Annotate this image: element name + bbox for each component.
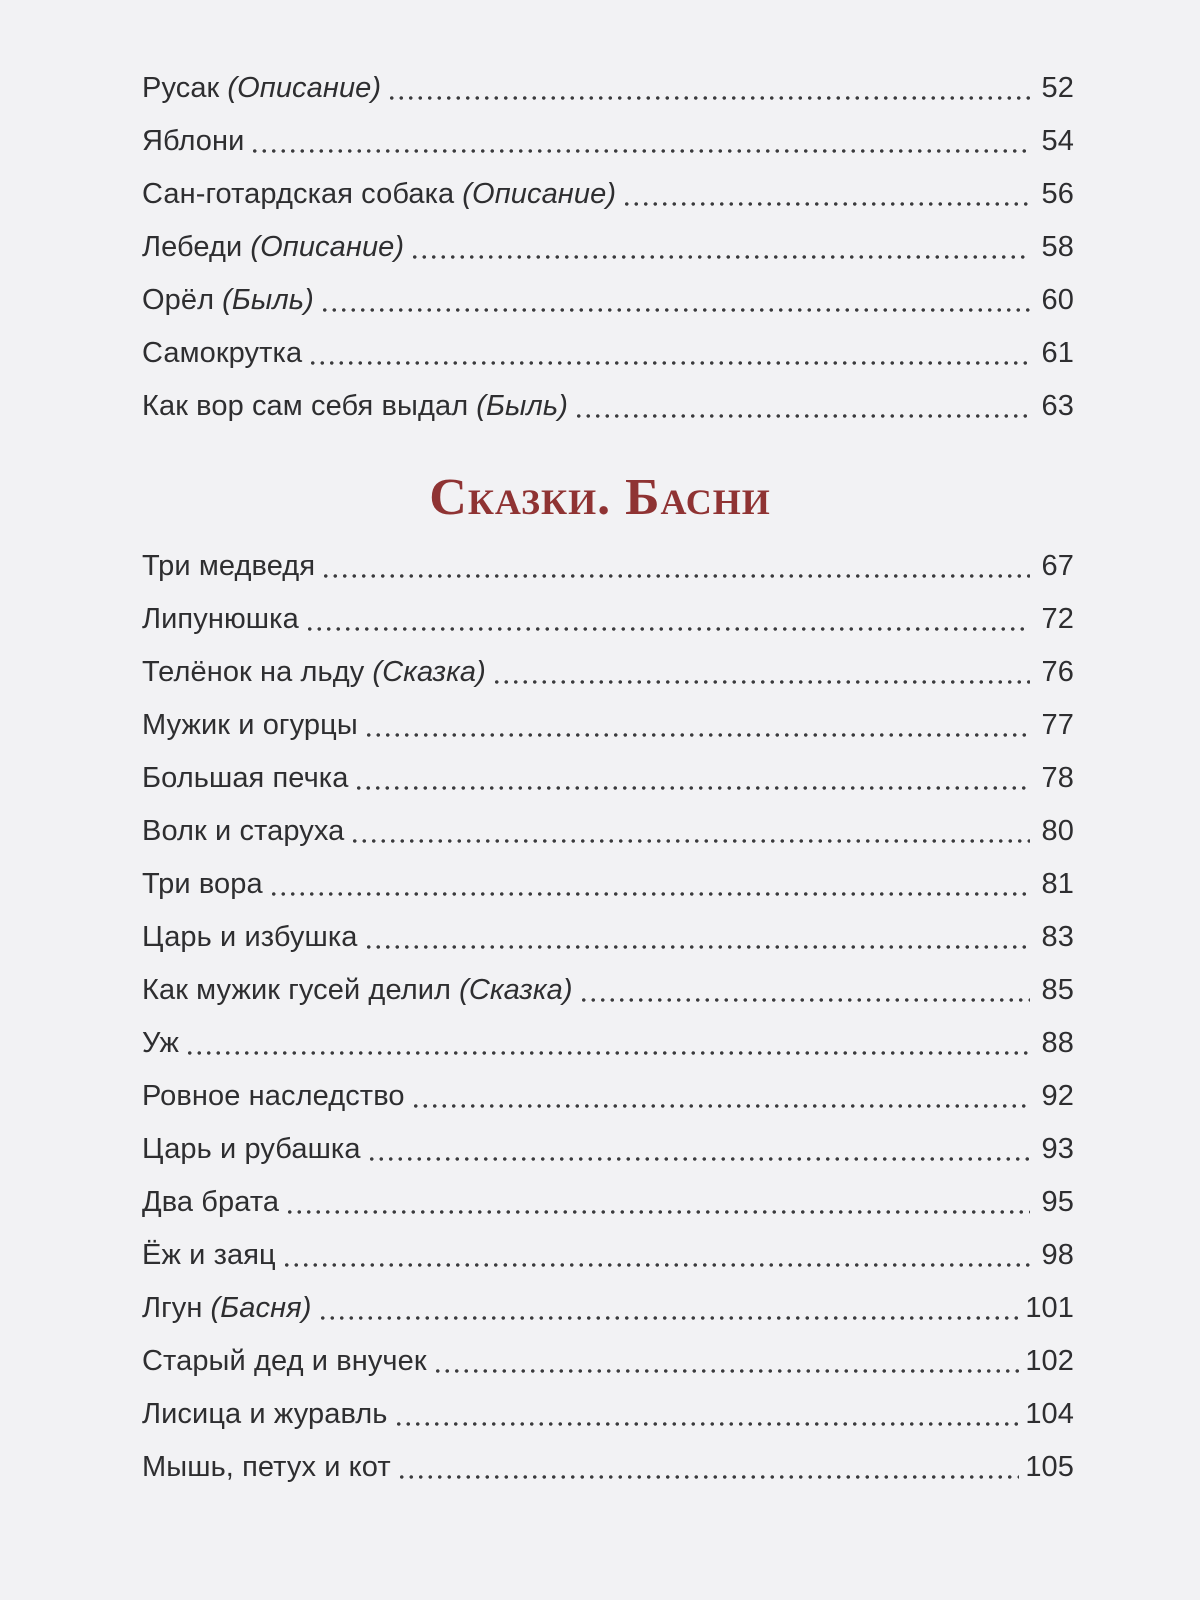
toc-entry-title: Самокрутка — [142, 337, 303, 369]
toc-entry-title: Царь и избушка — [142, 921, 358, 953]
toc-leader-dots — [320, 308, 1030, 312]
toc-entry-title: Три вора — [142, 868, 263, 900]
toc-entry-title: Липунюшка — [142, 603, 299, 635]
toc-entry[interactable] — [142, 168, 1074, 221]
toc-entry-title: Ровное наследство — [142, 1080, 405, 1112]
toc-leader-dots — [574, 414, 1030, 418]
toc-entry-title: Старый дед и внучек — [142, 1345, 427, 1377]
toc-leader-dots — [394, 1422, 1020, 1426]
toc-entry-page-number: 67 — [1041, 550, 1074, 582]
toc-entry-title: Телёнок на льду — [142, 656, 365, 688]
toc-entry[interactable] — [142, 593, 1074, 646]
toc-entry-title: Лебеди — [142, 231, 243, 263]
toc-entry[interactable] — [142, 1282, 1074, 1335]
toc-entry-page-number: 83 — [1041, 921, 1074, 953]
toc-entry-page-number: 58 — [1041, 231, 1074, 263]
toc-entry-title: Царь и рубашка — [142, 1133, 361, 1165]
toc-entry-page-number: 102 — [1025, 1345, 1074, 1377]
toc-entry-title: Ёж и заяц — [142, 1239, 276, 1271]
toc-leader-dots — [411, 1104, 1030, 1108]
toc-entry[interactable] — [142, 1388, 1074, 1441]
toc-entry-page-number: 78 — [1041, 762, 1074, 794]
toc-leader-dots — [364, 733, 1030, 737]
toc-entry-note: ( Быль ) — [222, 284, 314, 317]
toc-entry-note: ( Сказка ) — [459, 974, 573, 1007]
toc-entry-page-number: 104 — [1025, 1398, 1074, 1430]
toc-leader-dots — [269, 892, 1030, 896]
toc-entry[interactable] — [142, 858, 1074, 911]
toc-entry-page-number: 88 — [1041, 1027, 1074, 1059]
toc-entry-page-number: 60 — [1041, 284, 1074, 316]
toc-entry-title: Как мужик гусей делил — [142, 974, 452, 1006]
toc-entry-page-number: 105 — [1025, 1451, 1074, 1483]
toc-entry-page-number: 93 — [1041, 1133, 1074, 1165]
toc-leader-dots — [579, 998, 1030, 1002]
toc-entry-page-number: 54 — [1041, 125, 1074, 157]
toc-list-stories — [142, 62, 1074, 433]
toc-entry-title: Волк и старуха — [142, 815, 345, 847]
toc-entry[interactable] — [142, 1176, 1074, 1229]
toc-entry-page-number: 92 — [1041, 1080, 1074, 1112]
toc-leader-dots — [433, 1369, 1020, 1373]
toc-entry[interactable] — [142, 274, 1074, 327]
toc-entry-title: Русак — [142, 72, 220, 104]
toc-entry[interactable] — [142, 805, 1074, 858]
toc-entry-page-number: 56 — [1041, 178, 1074, 210]
toc-leader-dots — [350, 839, 1030, 843]
toc-entry[interactable] — [142, 699, 1074, 752]
toc-entry-note: ( Сказка ) — [372, 656, 486, 689]
toc-entry-note: ( Басня ) — [211, 1292, 312, 1325]
toc-entry[interactable] — [142, 221, 1074, 274]
toc-entry-title: Мышь, петух и кот — [142, 1451, 391, 1483]
toc-leader-dots — [250, 149, 1030, 153]
toc-entry[interactable] — [142, 1335, 1074, 1388]
toc-entry-page-number: 95 — [1041, 1186, 1074, 1218]
toc-entry-page-number: 98 — [1041, 1239, 1074, 1271]
toc-leader-dots — [305, 627, 1030, 631]
toc-leader-dots — [367, 1157, 1030, 1161]
toc-entry[interactable] — [142, 964, 1074, 1017]
toc-entry-title: Мужик и огурцы — [142, 709, 358, 741]
toc-entry-title: Три медведя — [142, 550, 316, 582]
toc-leader-dots — [282, 1263, 1030, 1267]
toc-entry[interactable] — [142, 1229, 1074, 1282]
toc-leader-dots — [285, 1210, 1030, 1214]
toc-entry-page-number: 81 — [1041, 868, 1074, 900]
toc-entry-title: Два брата — [142, 1186, 280, 1218]
toc-leader-dots — [622, 202, 1030, 206]
toc-entry-title: Как вор сам себя выдал — [142, 390, 469, 422]
toc-list-tales-fables — [142, 540, 1074, 1494]
toc-entry-page-number: 80 — [1041, 815, 1074, 847]
toc-leader-dots — [308, 361, 1030, 365]
toc-entry-title: Большая печка — [142, 762, 349, 794]
toc-leader-dots — [397, 1475, 1020, 1479]
toc-leader-dots — [321, 574, 1030, 578]
toc-entry[interactable] — [142, 1017, 1074, 1070]
toc-leader-dots — [387, 96, 1030, 100]
section-heading: Сказки. Басни — [429, 469, 771, 526]
toc-entry-title: Орёл — [142, 284, 215, 316]
toc-leader-dots — [410, 255, 1030, 259]
toc-entry-page-number: 63 — [1041, 390, 1074, 422]
toc-entry[interactable] — [142, 327, 1074, 380]
toc-entry-page-number: 101 — [1025, 1292, 1074, 1324]
toc-entry[interactable] — [142, 540, 1074, 593]
toc-entry[interactable] — [142, 62, 1074, 115]
toc-leader-dots — [364, 945, 1030, 949]
toc-leader-dots — [492, 680, 1030, 684]
toc-entry-title: Яблони — [142, 125, 245, 157]
toc-entry-note: ( Быль ) — [476, 390, 568, 423]
toc-entry[interactable] — [142, 911, 1074, 964]
toc-entry[interactable] — [142, 1441, 1074, 1494]
toc-entry[interactable] — [142, 646, 1074, 699]
toc-leader-dots — [354, 786, 1030, 790]
toc-entry-note: ( Описание ) — [462, 178, 616, 211]
toc-entry-page-number: 85 — [1041, 974, 1074, 1006]
toc-entry-note: ( Описание ) — [227, 72, 381, 105]
toc-entry[interactable] — [142, 115, 1074, 168]
toc-entry-title: Сан-готардская собака — [142, 178, 455, 210]
toc-entry-page-number: 72 — [1041, 603, 1074, 635]
toc-entry[interactable] — [142, 752, 1074, 805]
toc-entry-note: ( Описание ) — [250, 231, 404, 264]
toc-entry[interactable] — [142, 380, 1074, 433]
toc-entry-page-number: 61 — [1041, 337, 1074, 369]
toc-entry-page-number: 77 — [1041, 709, 1074, 741]
toc-entry-title: Лгун — [142, 1292, 203, 1324]
toc-entry[interactable] — [142, 1070, 1074, 1123]
toc-entry[interactable] — [142, 1123, 1074, 1176]
toc-leader-dots — [318, 1316, 1020, 1320]
toc-entry-page-number: 52 — [1041, 72, 1074, 104]
toc-entry-title: Лисица и журавль — [142, 1398, 388, 1430]
toc-leader-dots — [185, 1051, 1030, 1055]
toc-entry-title: Уж — [142, 1027, 180, 1059]
toc-entry-page-number: 76 — [1041, 656, 1074, 688]
